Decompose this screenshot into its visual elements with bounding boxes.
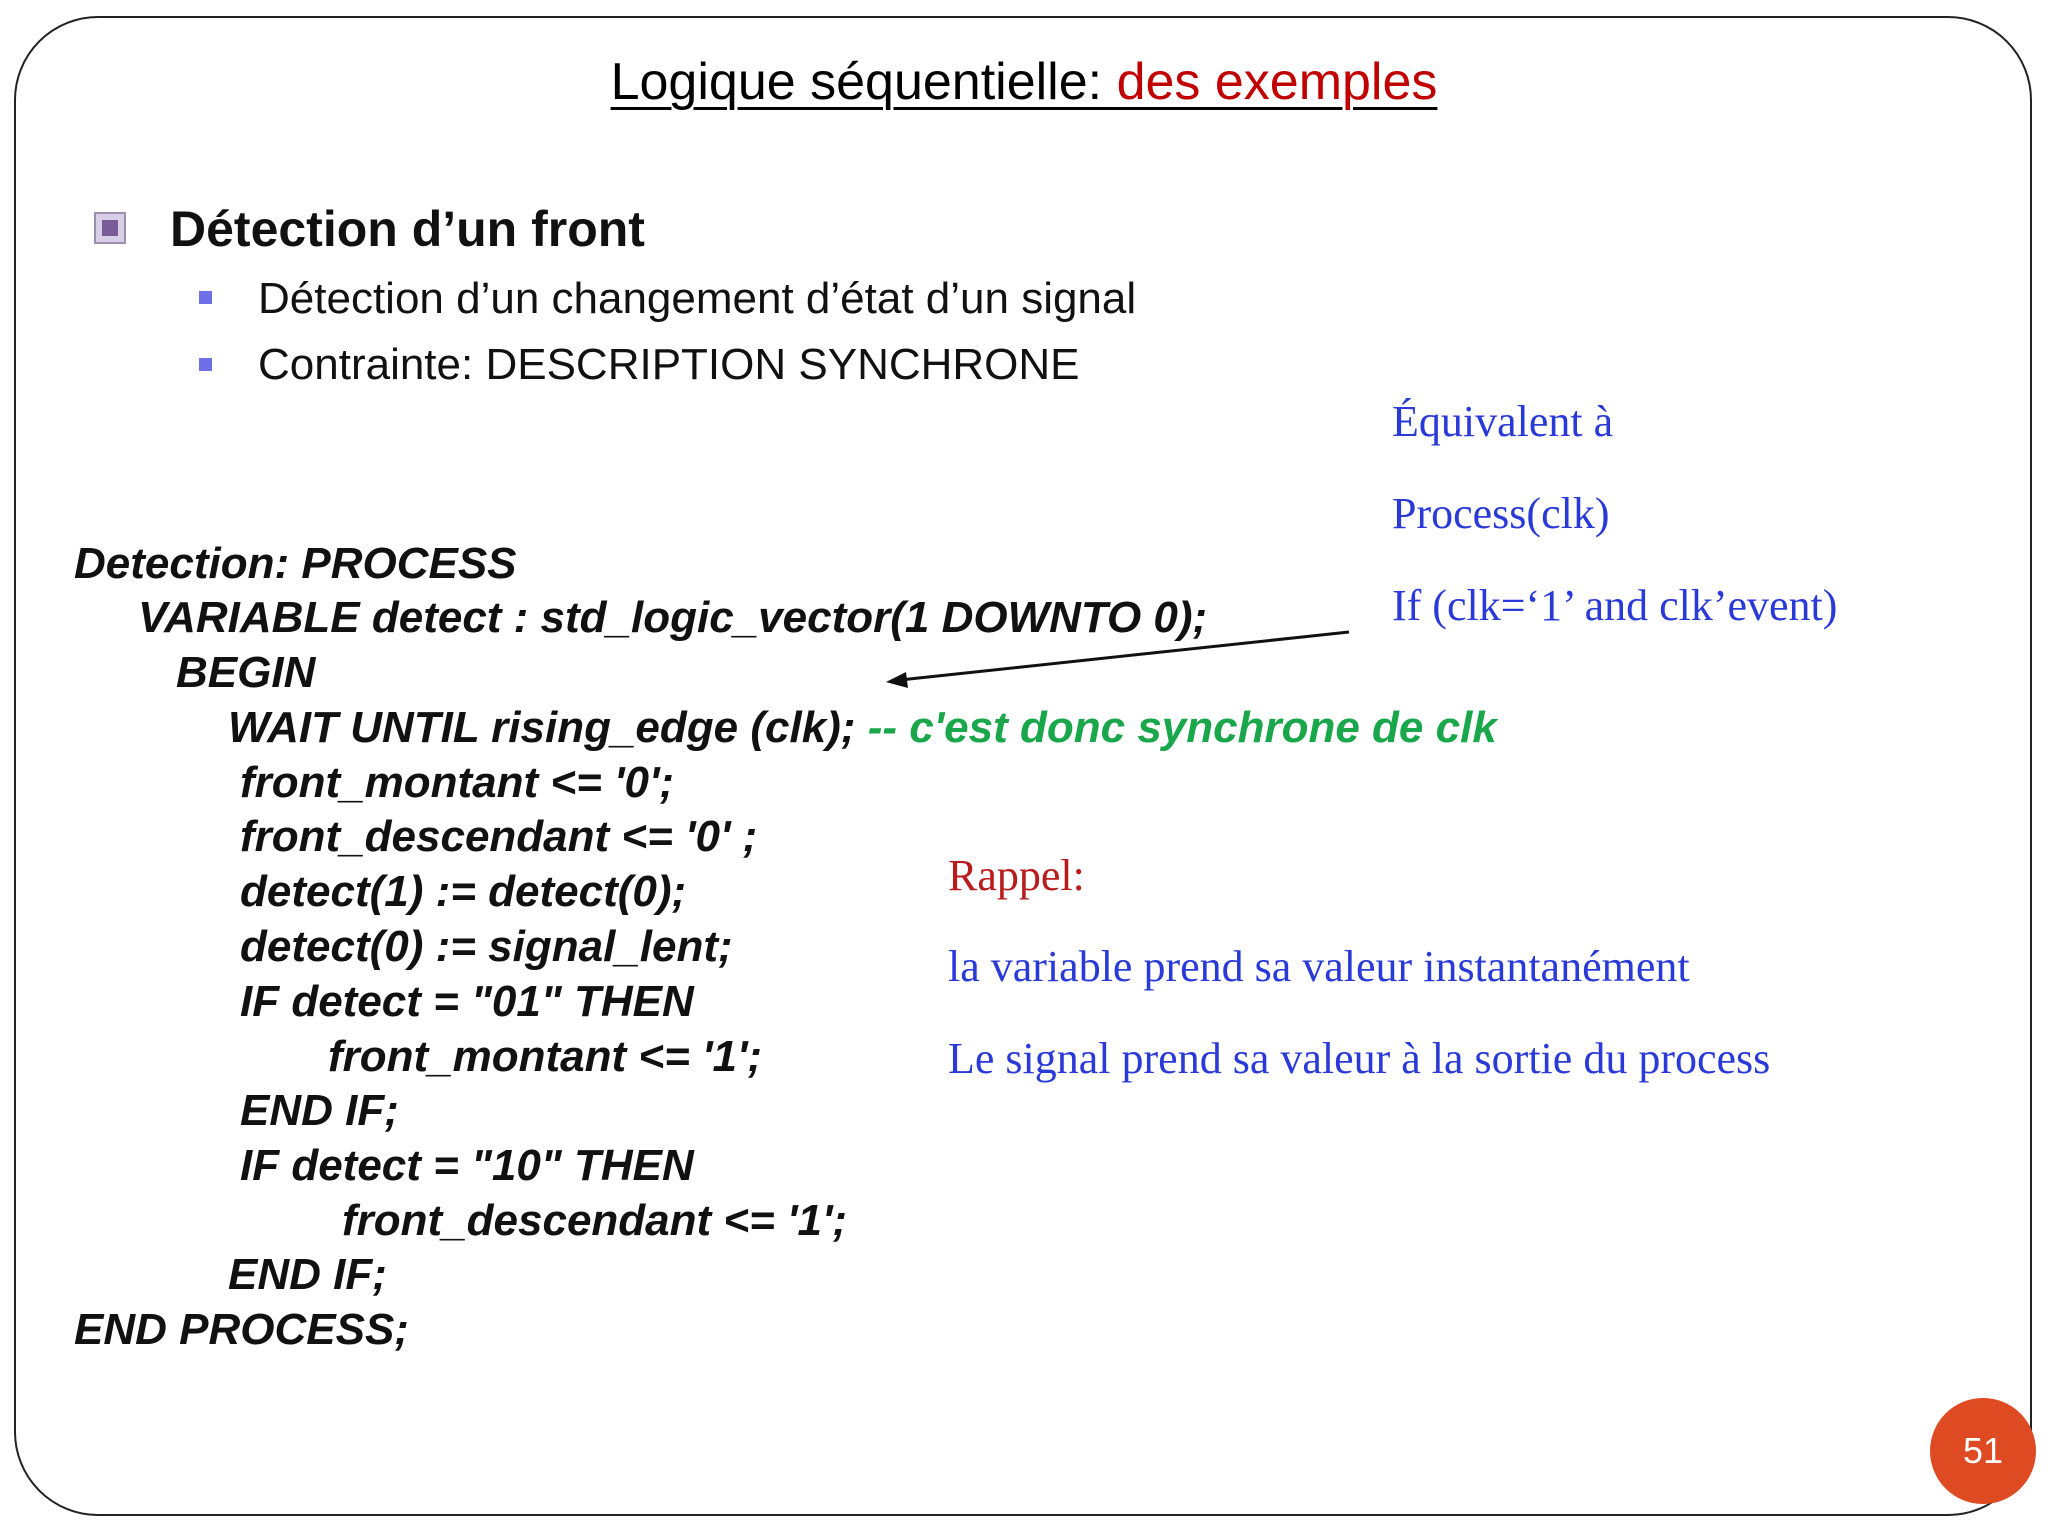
sub-bullet-1: Détection d’un changement d’état d’un signal xyxy=(258,274,1137,323)
code-line-14: END IF; xyxy=(228,1250,387,1299)
equivalent-line-2: Process(clk) xyxy=(1392,489,1610,538)
code-line-11: END IF; xyxy=(240,1086,399,1135)
equivalent-line-3: If (clk=‘1’ and clk’event) xyxy=(1392,581,1838,630)
title-part2: des exemples xyxy=(1116,53,1438,111)
sub-bullet-2: Contrainte: DESCRIPTION SYNCHRONE xyxy=(258,340,1080,389)
code-line-9: IF detect = "01" THEN xyxy=(240,977,694,1026)
code-line-15: END PROCESS; xyxy=(74,1305,409,1354)
code-line-2: VARIABLE detect : std_logic_vector(1 DOWNTO 0); xyxy=(138,593,1208,642)
code-statement: WAIT UNTIL rising_edge (clk); xyxy=(228,703,856,752)
code-line-10: front_montant <= '1'; xyxy=(328,1032,763,1081)
code-line-6: front_descendant <= '0' ; xyxy=(240,812,758,861)
equivalent-line-1: Équivalent à xyxy=(1392,397,1614,446)
rappel-heading: Rappel: xyxy=(948,851,1085,900)
rappel-line-1: la variable prend sa valeur instantanément xyxy=(948,942,1690,991)
code-line-12: IF detect = "10" THEN xyxy=(240,1141,694,1190)
code-line-7: detect(1) := detect(0); xyxy=(240,867,687,916)
code-line-3: BEGIN xyxy=(176,648,316,697)
code-line-8: detect(0) := signal_lent; xyxy=(240,922,733,971)
title-part1: Logique séquentielle: xyxy=(610,53,1117,111)
code-line-5: front_montant <= '0'; xyxy=(240,758,675,807)
rappel-line-2: Le signal prend sa valeur à la sortie du process xyxy=(948,1034,1771,1083)
code-line-4 xyxy=(228,703,1497,752)
section-heading: Détection d’un front xyxy=(170,201,645,257)
code-comment: -- c'est donc synchrone de clk xyxy=(855,703,1497,752)
code-line-1: Detection: PROCESS xyxy=(74,539,517,588)
code-line-13: front_descendant <= '1'; xyxy=(342,1196,848,1245)
page-number-badge: 51 xyxy=(1930,1398,2036,1504)
